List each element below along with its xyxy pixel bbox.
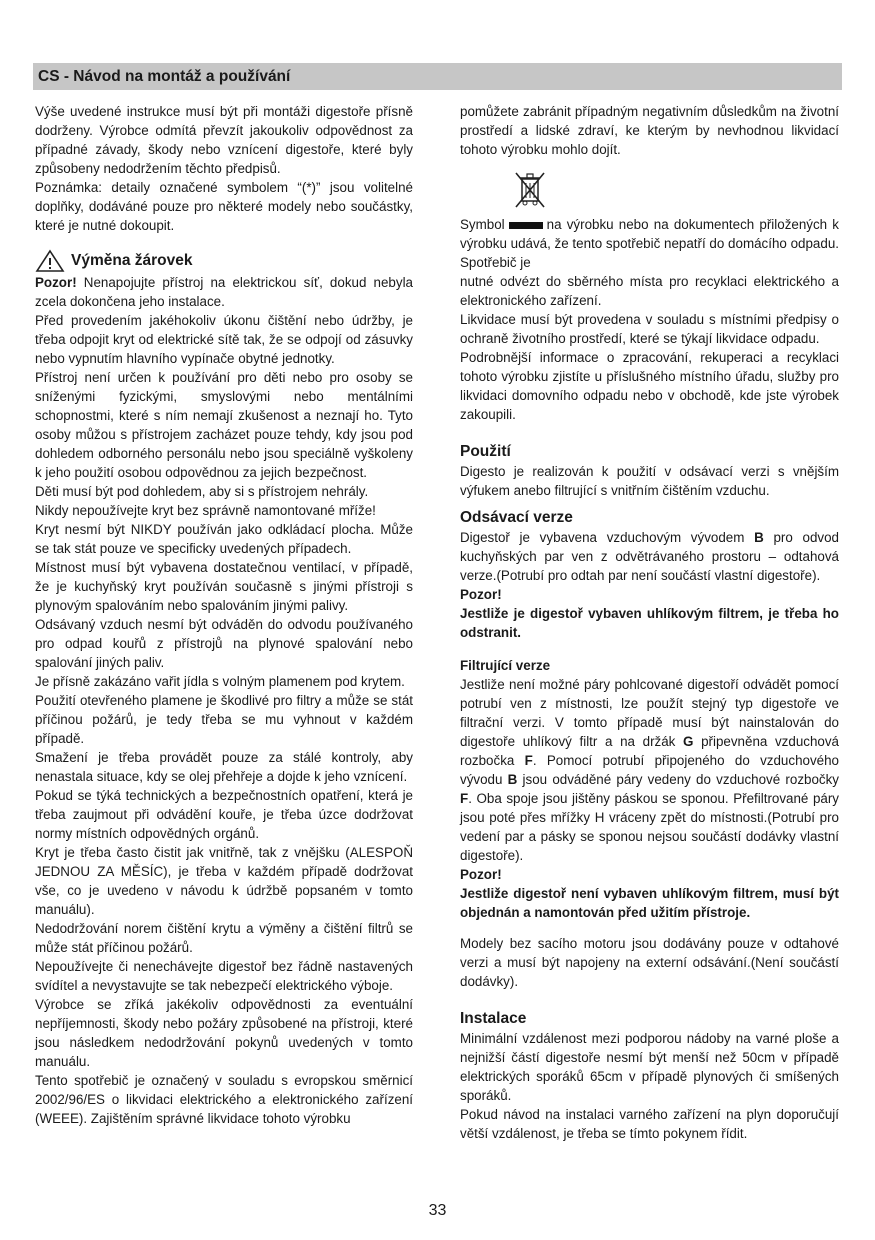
filter-text: . Pomocí potrubí připojeného do vzduchového vývodu — [460, 753, 839, 787]
recycle-paragraph: nutné odvézt do sběrného místa pro recyklaci elektrického a elektronického zařízení. — [460, 274, 839, 308]
filter-f: F — [460, 791, 469, 806]
safety-paragraph: Odsávaný vzduch nesmí být odváděn do odvodu používaného pro odpad kouřů z přístrojů na plynové spalování nebo spalování jiných paliv. — [35, 617, 413, 670]
crossed-bin-icon — [512, 169, 548, 213]
safety-paragraph: Před provedením jakéhokoliv úkonu čištění nebo údržby, je třeba odpojit kryt od elektrické sítě tak, že se odpojí od zásuvky nebo vypnutím hlavního vypínače obytné jednotky. — [35, 313, 413, 366]
safety-paragraph: Pokud se týká technických a bezpečnostních opatření, která je třeba zaujmout při odvádění kouře, je třeba úzce dodržovat normy místních odpovědných orgánů. — [35, 788, 413, 841]
use-paragraph: Digesto je realizován k použití v odsávací verzi s vnějším výfukem anebo filtrující s vnitřním čištěním vzduchu. — [460, 464, 839, 498]
safety-paragraph: Nepoužívejte či nenechávejte digestoř bez řádně nastavených svídítel a nevystavujte se tak nebezpečí elektrického výboje. — [35, 959, 413, 993]
install-heading: Instalace — [460, 1010, 527, 1027]
page-number: 33 — [428, 1202, 447, 1219]
safety-paragraph: Kryt je třeba často čistit jak vnitřně, tak z vnějšku (ALESPOŇ JEDNOU ZA MĚSÍC), je třeba v každém případě dodržovat vše, co je uvedeno v návodu k údržbě popsaném v tomto manuálu). — [35, 845, 413, 917]
recycle-paragraph: Likvidace musí být provedena v souladu s místními předpisy o ochraně životního prostředí, které se týkají likvidace odpadu. — [460, 312, 839, 346]
section-header: CS - Návod na montáž a používání — [33, 63, 842, 90]
safety-paragraph: Kryt nesmí být NIKDY používán jako odkládací plocha. Může se tak stát pouze ve specificky uvedených případech. — [35, 522, 413, 556]
filter-g: G — [683, 734, 694, 749]
recycle-paragraph: Podrobnější informace o zpracování, rekuperaci a recyklaci tohoto výrobku zjistíte u příslušného místního úřadu, služby pro likvidaci domovního odpadu nebo v obchodě, kde jste výrobek zakoupili. — [460, 350, 839, 422]
exhaust-text: pro odvod kuchyňských par ven z odvětrávaného prostoru – odtahová verze.(Potrubí pro odtah par není součástí vlastní digestoře). — [460, 530, 839, 583]
filter-warning: Jestliže digestoř není vybaven uhlíkovým filtrem, musí být objednán a namontován před užitím přístroje. — [460, 886, 839, 920]
weee-symbol-area — [460, 169, 839, 215]
exhaust-paragraph — [460, 528, 839, 585]
safety-paragraph: Použití otevřeného plamene je škodlivé pro filtry a může se stát příčinou požárů, je tedy třeba se mu vyhnout v každém případě. — [35, 693, 413, 746]
safety-paragraph: Nedodržování norem čištění krytu a výměny a čištění filtrů se může stát příčinou požárů. — [35, 921, 413, 955]
pozor-text: Nenapojujte přístroj na elektrickou síť, dokud nebyla zcela dokončena jeho instalace. — [35, 275, 413, 309]
models-paragraph: Modely bez sacího motoru jsou dodávány pouze v odtahové verzi a musí být napojeny na externí odsávání.(Není součástí dodávky). — [460, 936, 839, 989]
filter-text: připevněna vzduchová rozbočka — [460, 734, 840, 768]
filter-text: Jestliže není možné páry pohlcované digestoří odvádět pomocí potrubí ven z místnosti, lze použít stejný typ digestoře ve filtrační verzi. V tomto případě musí být nainstalován do digestoře uhlíkový filtr a na držák — [460, 677, 839, 749]
weee-bar-icon — [509, 222, 543, 229]
safety-paragraph: Místnost musí být vybavena dostatečnou ventilací, v případě, že je kuchyňský kryt používán současně s jinými přístroji s plynovým spalováním nebo spalováním jinými palivy. — [35, 560, 413, 613]
exhaust-pozor: Pozor! — [460, 587, 502, 602]
right-column — [460, 102, 839, 1143]
filter-paragraph — [460, 675, 839, 865]
filter-f: F — [524, 753, 533, 768]
install-paragraph: Minimální vzdálenost mezi podporou nádoby na varné ploše a nejnižší částí digestoře nesmí být menší než 50cm v případě elektrických sporáků 65cm v případě plynových či smíšených sporáků. — [460, 1031, 839, 1103]
weee-continuation: pomůžete zabránit případným negativním důsledkům na životní prostředí a lidské zdraví, ke kterým by nevhodnou likvidací tohoto výrobku mohlo dojít. — [460, 104, 839, 157]
intro-paragraph: Výše uvedené instrukce musí být při montáži digestoře přísně dodrženy. Výrobce odmítá převzít jakoukoliv odpovědnost za případné závady, škody nebo vznícení digestoře, které byly způsobeny nedodržením těchto předpisů. — [35, 104, 413, 176]
exhaust-text: Digestoř je vybavena vzduchovým vývodem — [460, 530, 755, 545]
bulb-replacement-heading — [35, 249, 413, 273]
symbol-pre: Symbol — [460, 217, 505, 232]
symbol-paragraph — [460, 215, 839, 272]
safety-paragraph: Děti musí být pod dohledem, aby si s přístrojem nehrály. — [35, 484, 369, 499]
filter-pozor: Pozor! — [460, 867, 502, 882]
filter-text: jsou odváděné páry vedeny do vzduchové rozbočky — [517, 772, 839, 787]
bulb-replacement-title: Výměna žárovek — [71, 252, 193, 269]
use-heading: Použití — [460, 443, 511, 460]
symbol-post: na výrobku nebo na dokumentech přiložených k výrobku udává, že tento spotřebič nepatří do domácího odpadu. Spotřebič je — [460, 217, 839, 270]
filter-heading: Filtrující verze — [460, 658, 551, 673]
safety-paragraph: Přístroj není určen k používání pro děti nebo pro osoby se sníženými fyzickými, smyslovými nebo mentálními schopnostmi, které s ním nemají zkušenost a neznají ho. Tyto osoby můžou s přístrojem zacházet pouze tehdy, kdy jsou pod dohledem odborného personálu nebo jsou speciálně vyškoleny k jeho použití osobou odpovědnou za jejich bezpečnost. — [35, 370, 413, 480]
pozor-paragraph — [35, 273, 413, 311]
warning-triangle-icon — [35, 249, 65, 273]
safety-paragraph: Nikdy nepoužívejte kryt bez správně namontované mříže! — [35, 503, 376, 518]
safety-paragraph: Je přísně zakázáno vařit jídla s volným plamenem pod krytem. — [35, 674, 405, 689]
pozor-label: Pozor! — [35, 275, 77, 290]
exhaust-b: B — [754, 530, 764, 545]
filter-text: . Oba spoje jsou jištěny páskou se sponou. Přefiltrované páry jsou poté přes mřížky H vráceny zpět do místnosti.(Potrubí pro vedení par a pásky se sponou nejsou součástí dodávky vlastní digestoře). — [460, 791, 839, 863]
filter-b: B — [507, 772, 518, 787]
left-column — [35, 102, 413, 1128]
exhaust-heading: Odsávací verze — [460, 509, 573, 526]
safety-paragraph: Smažení je třeba provádět pouze za stálé kontroly, aby nenastala situace, kdy se olej přehřeje a dojde k jeho vznícení. — [35, 750, 413, 784]
safety-paragraph: Výrobce se zříká jakékoliv odpovědnosti za eventuální nepříjemnosti, škody nebo požáry způsobené na přístroji, které jsou následkem nedodržování pokynů uvedených v tomto manuálu. — [35, 997, 413, 1069]
note-paragraph: Poznámka: detaily označené symbolem “(*)” jsou volitelné doplňky, dodáváné pouze pro některé modely nebo součástky, které je nutné dokoupit. — [35, 180, 413, 233]
safety-paragraph: Tento spotřebič je označený v souladu s evropskou směrnicí 2002/96/ES o likvidaci elektrického a elektronického zařízení (WEEE). Zajištěním správné likvidace tohoto výrobku — [35, 1073, 413, 1126]
exhaust-warning: Jestliže je digestoř vybaven uhlíkovým filtrem, je třeba ho odstranit. — [460, 606, 839, 640]
install-paragraph: Pokud návod na instalaci varného zařízení na plyn doporučují větší vzdálenost, je třeba se tímto pokynem řídit. — [460, 1107, 839, 1141]
